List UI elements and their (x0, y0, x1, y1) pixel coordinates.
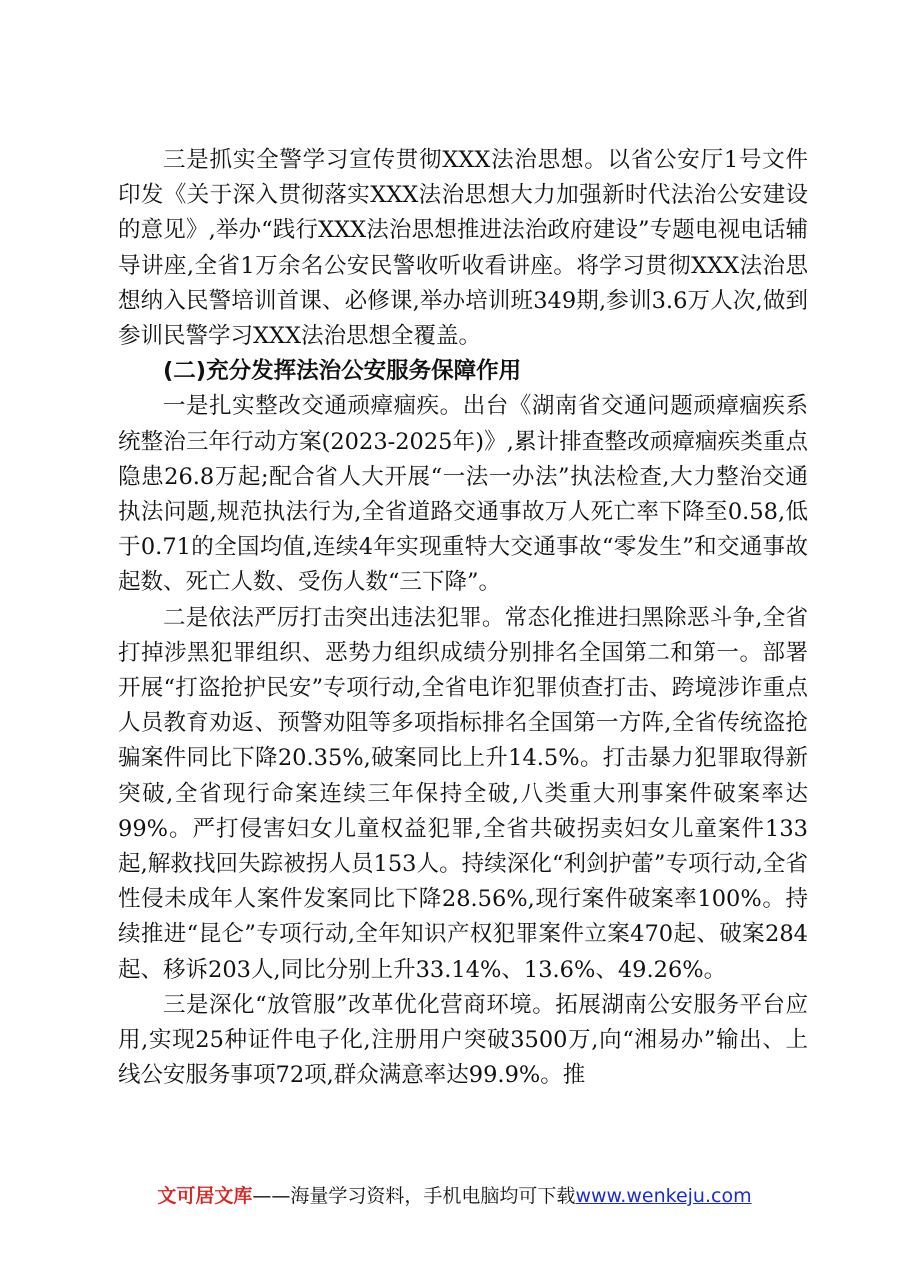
footer-site-link[interactable]: www.wenkeju.com (575, 1185, 752, 1207)
footer-banner (0, 1182, 909, 1210)
paragraph-law-thought-study: 三是抓实全警学习宣传贯彻XXX法治思想。以省公安厅1号文件印发《关于深入贯彻落实XXX法治思想大力加强新时代法治公安建设的意见》,举办“践行XXX法治思想推进法治政府建设”专题电视电话辅导讲座,全省1万余名公安民警收听收看讲座。将学习贯彻XXX法治思想纳入民警培训首课、必修课,举办培训班349期,参训3.6万人次,做到参训民警学习XXX法治思想全覆盖。 (118, 147, 808, 350)
document-body (118, 143, 808, 1093)
paragraph-business-environment: 三是深化“放管服”改革优化营商环境。拓展湖南公安服务平台应用,实现25种证件电子化,注册用户突破3500万,向“湘易办”输出、上线公安服务事项72项,群众满意率达99.9%。推 (118, 991, 808, 1089)
footer-brand: 文可居文库 (157, 1185, 253, 1207)
section-heading: (二)充分发挥法治公安服务保障作用 (163, 358, 522, 385)
footer-tagline: ——海量学习资料，手机电脑均可下载 (252, 1185, 576, 1207)
paragraph-traffic-rectification: 一是扎实整改交通顽瘴痼疾。出台《湖南省交通问题顽瘴痼疾系统整治三年行动方案(2023-2025年)》,累计排查整改顽瘴痼疾类重点隐患26.8万起;配合省人大开展“一法一办法”执法检查,大力整治交通执法问题,规范执法行为,全省道路交通事故万人死亡率下降至0.58,低于0.71的全国均值,连续4年实现重特大交通事故“零发生”和交通事故起数、死亡人数、受伤人数“三下降”。 (118, 393, 808, 596)
paragraph-crime-crackdown: 二是依法严厉打击突出违法犯罪。常态化推进扫黑除恶斗争,全省打掉涉黑犯罪组织、恶势力组织成绩分别排名全国第二和第一。部署开展“打盗抢护民安”专项行动,全省电诈犯罪侦查打击、跨境涉诈重点人员教育劝返、预警劝阻等多项指标排名全国第一方阵,全省传统盗抢骗案件同比下降20.35%,破案同比上升14.5%。打击暴力犯罪取得新突破,全省现行命案连续三年保持全破,八类重大刑事案件破案率达99%。严打侵害妇女儿童权益犯罪,全省共破拐卖妇女儿童案件133起,解救找回失踪被拐人员153人。持续深化“利剑护蕾”专项行动,全省性侵未成年人案件发案同比下降28.56%,现行案件破案率100%。持续推进“昆仑”专项行动,全年知识产权犯罪案件立案470起、破案284起、移诉203人,同比分别上升33.14%、13.6%、49.26%。 (118, 604, 808, 983)
